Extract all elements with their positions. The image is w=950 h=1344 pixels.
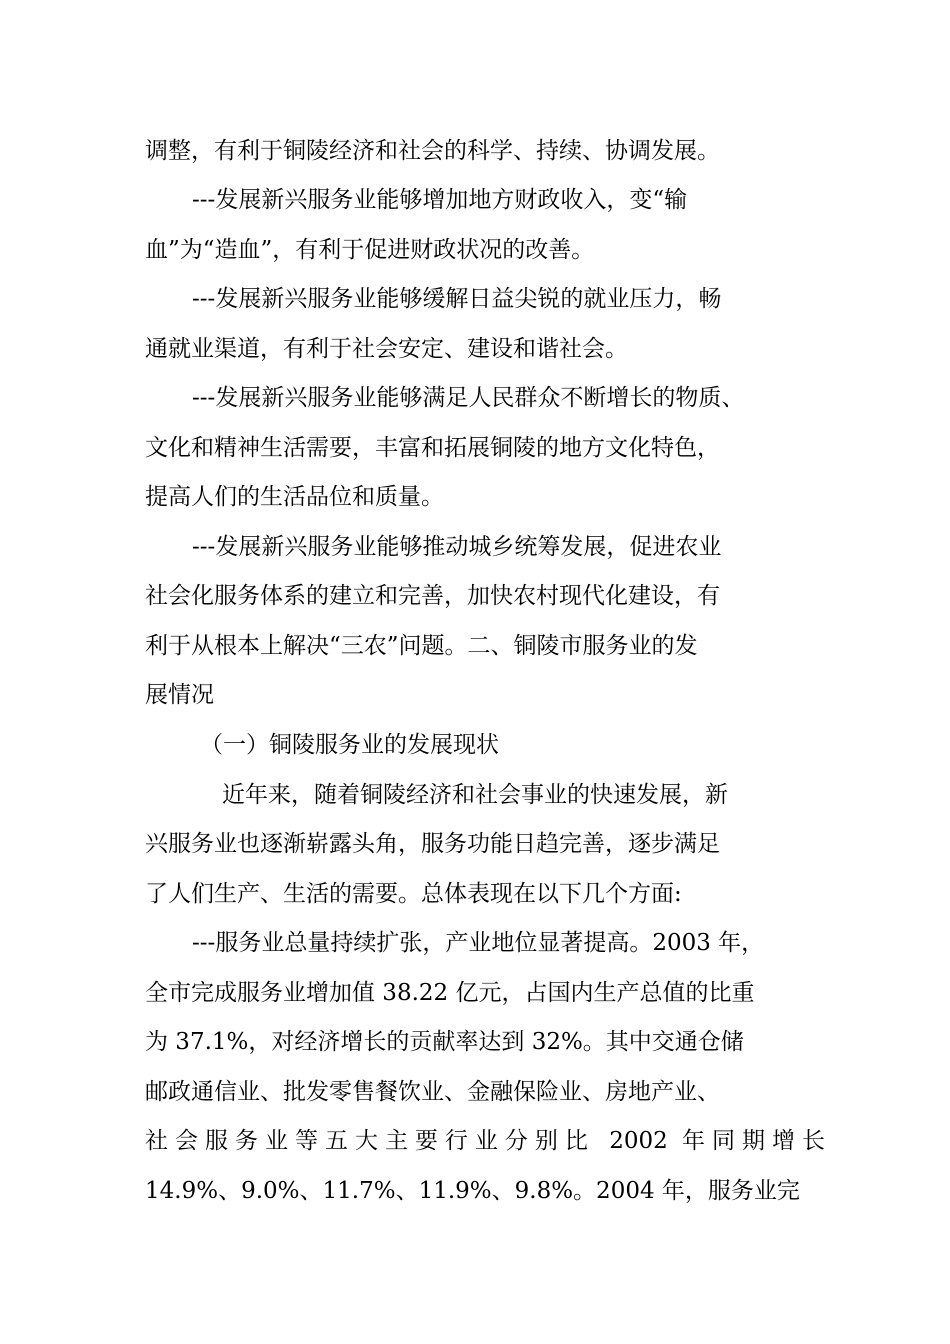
text-line: 血”为“造血”，有利于促进财政状况的改善。	[145, 237, 595, 263]
text-line: 提高人们的生活品位和质量。	[145, 484, 444, 510]
text-line: 社会服务业等五大主要行业分别比 2002 年同期增长	[145, 1128, 825, 1154]
text-line: 兴服务业也逐渐崭露头角，服务功能日趋完善，逐步满足	[145, 831, 720, 857]
text-line: ---发展新兴服务业能够满足人民群众不断增长的物质、	[192, 385, 745, 411]
text-line: 通就业渠道，有利于社会安定、建设和谐社会。	[145, 336, 628, 362]
text-line: 全市完成服务业增加值 38.22 亿元，占国内生产总值的比重	[145, 980, 755, 1006]
text-line: 文化和精神生活需要，丰富和拓展铜陵的地方文化特色，	[145, 435, 720, 461]
text-line: 邮政通信业、批发零售餐饮业、金融保险业、房地产业、	[145, 1079, 720, 1105]
text-line: 社会化服务体系的建立和完善，加快农村现代化建设，有	[145, 583, 720, 609]
text-line: 近年来，随着铜陵经济和社会事业的快速发展，新	[222, 782, 728, 808]
section-heading: （一）铜陵服务业的发展现状	[200, 732, 499, 758]
text-line: 为 37.1%，对经济增长的贡献率达到 32%。其中交通仓储	[145, 1029, 744, 1055]
text-line: 利于从根本上解决“三农”问题。二、铜陵市服务业的发	[145, 633, 698, 659]
text-line: ---服务业总量持续扩张，产业地位显著提高。2003 年，	[192, 930, 765, 956]
text-line: 展情况	[145, 682, 214, 708]
text-line: ---发展新兴服务业能够增加地方财政收入，变“输	[192, 187, 688, 213]
text-line: ---发展新兴服务业能够缓解日益尖锐的就业压力，畅	[192, 286, 722, 312]
text-line: 14.9%、9.0%、11.7%、11.9%、9.8%。2004 年，服务业完	[145, 1178, 800, 1204]
text-line: 了人们生产、生活的需要。总体表现在以下几个方面:	[145, 881, 682, 907]
text-line: ---发展新兴服务业能够推动城乡统筹发展，促进农业	[192, 534, 722, 560]
text-line: 调整，有利于铜陵经济和社会的科学、持续、协调发展。	[145, 138, 720, 164]
